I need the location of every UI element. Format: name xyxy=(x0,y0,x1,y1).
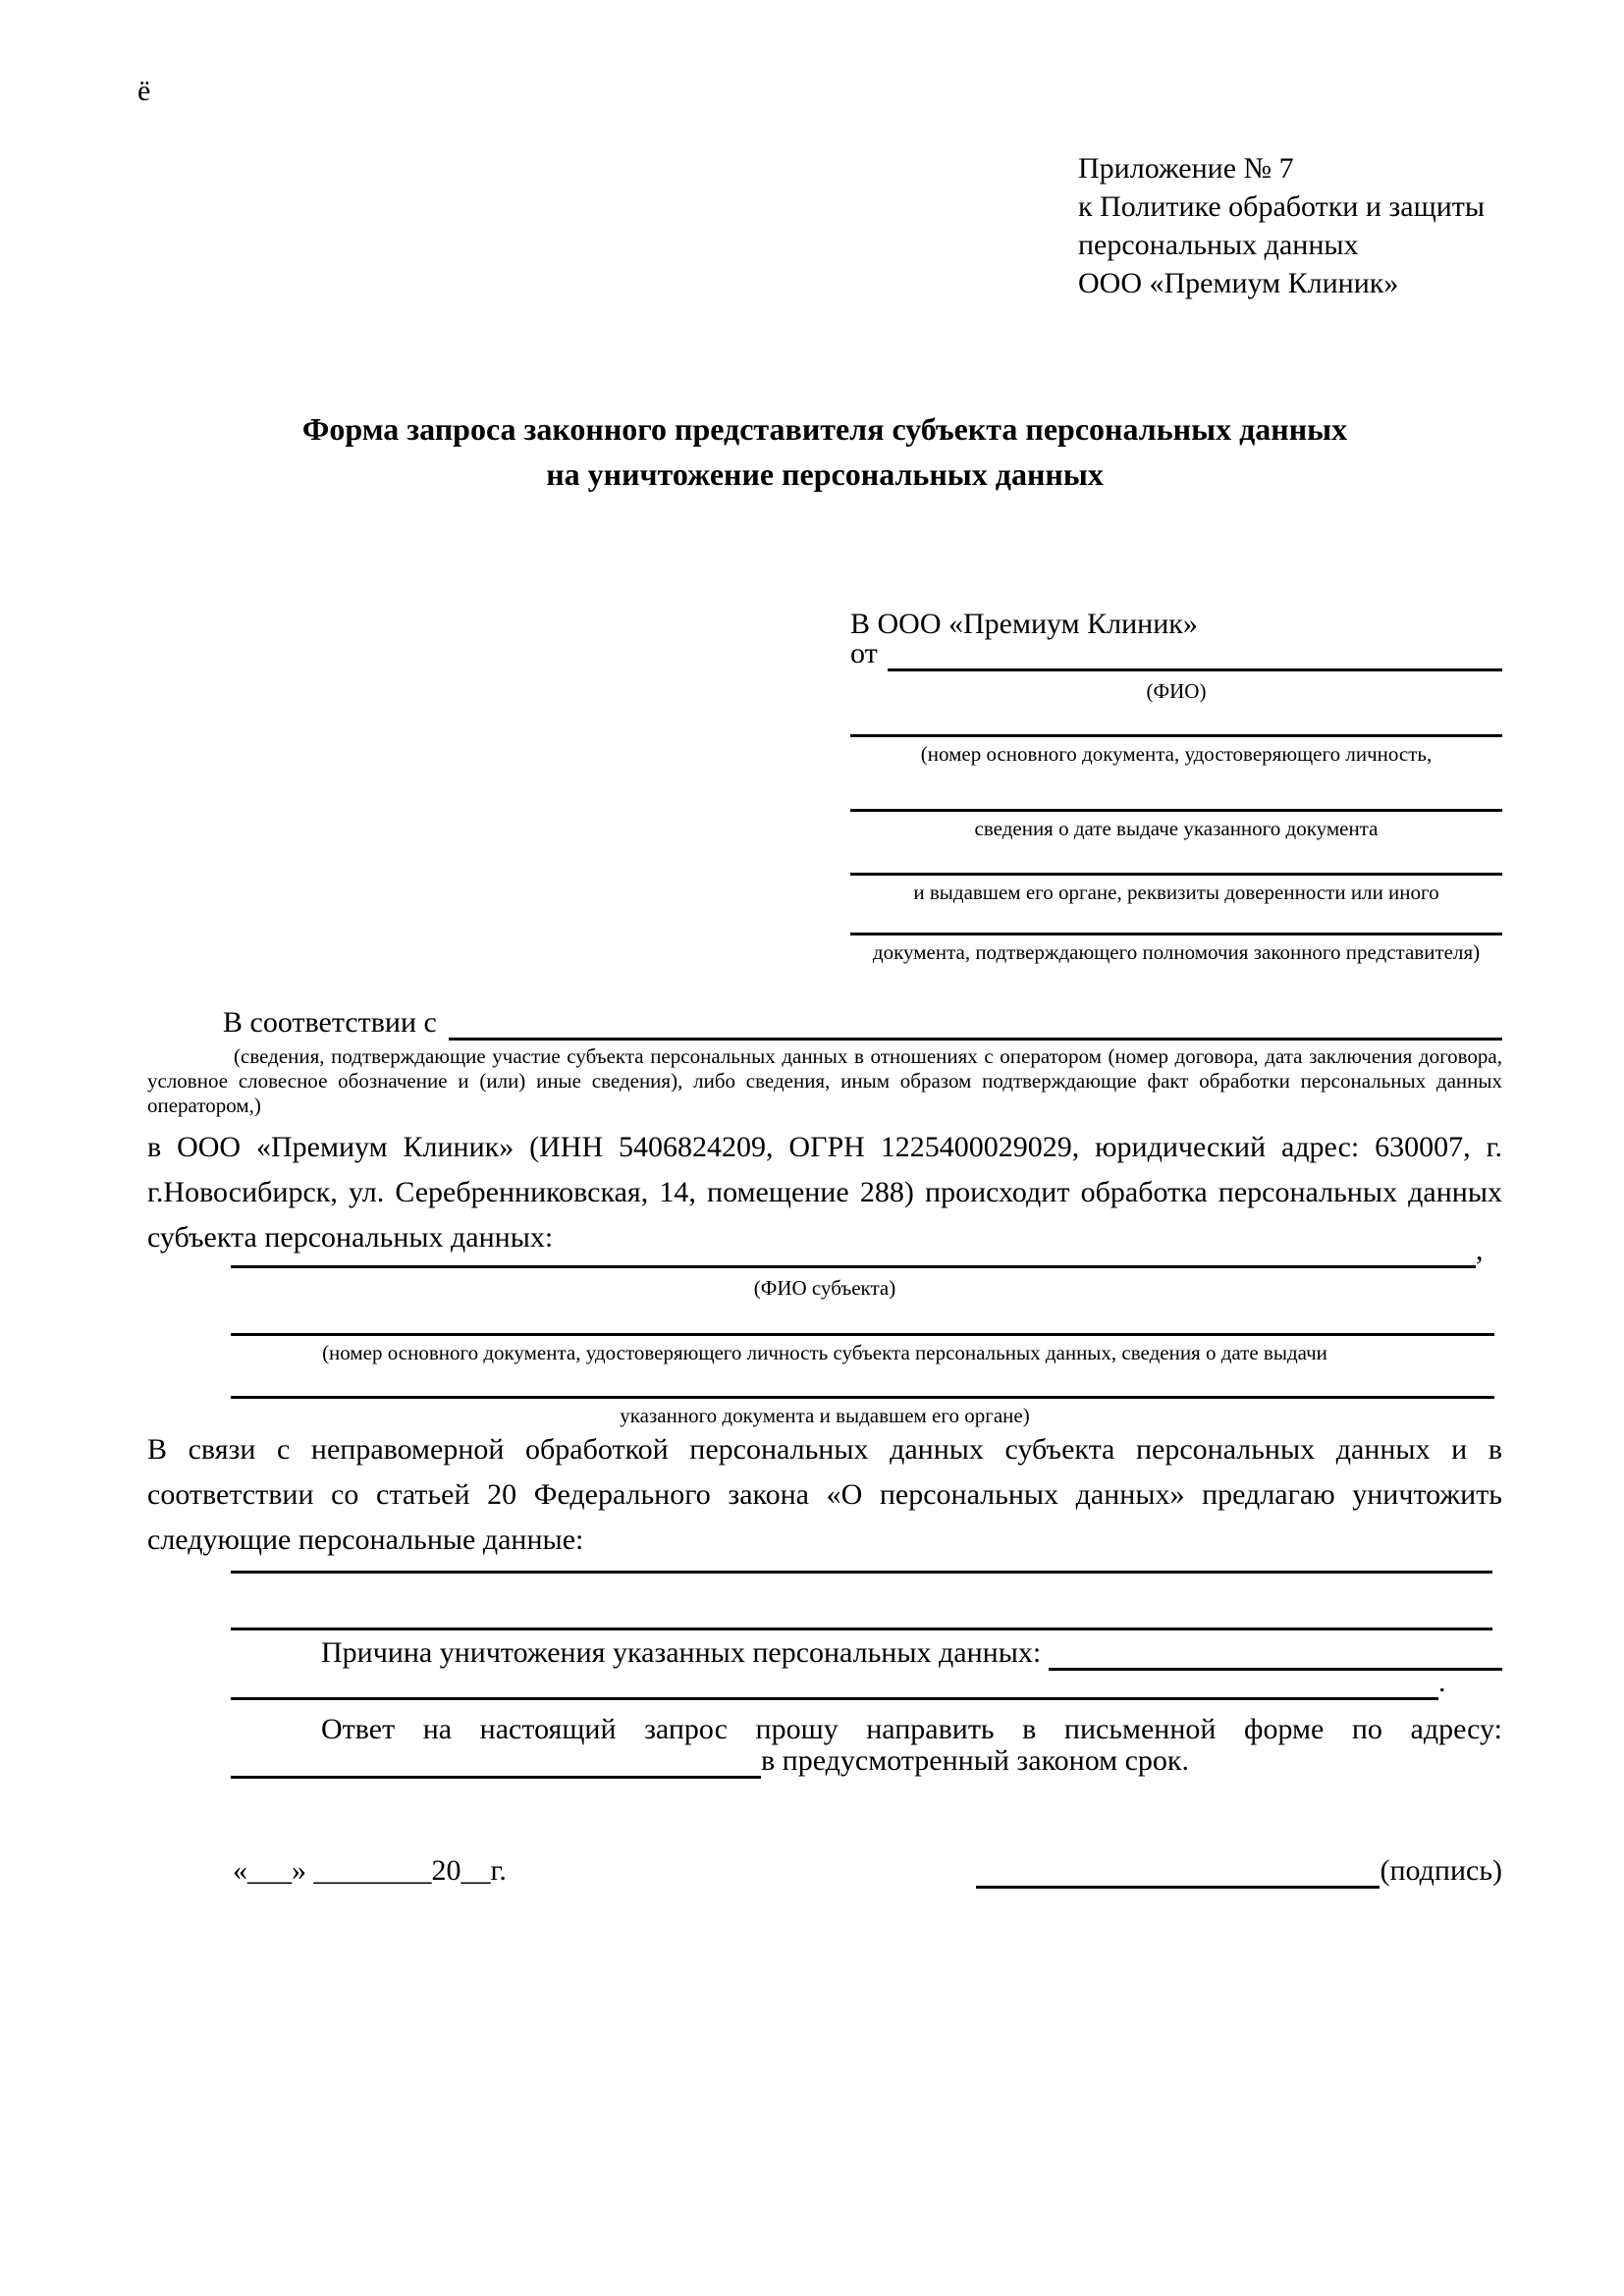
reason-continuation-row xyxy=(231,1666,1502,1700)
trailing-period: . xyxy=(1438,1666,1446,1698)
operator-paragraph: в ООО «Премиум Клиник» (ИНН 5406824209, ОГРН 1225400029029, юридический адрес: 630007, г. г.Новосибирск, ул. Серебренниковская, 14, помещение 288) происходит обработка персональных данных субъекта персональных данных: xyxy=(147,1131,1502,1254)
representative-doc-blank-field xyxy=(850,840,1502,876)
appendix-header xyxy=(1078,149,1510,302)
subject-doc-caption: указанного документа и выдавшем его органе) xyxy=(620,1404,1030,1427)
data-to-destroy-blank-field xyxy=(231,1596,1492,1630)
field-caption: и выдавшем его органе, реквизиты доверенности или иного xyxy=(913,881,1439,904)
accordance-blank-field xyxy=(449,1038,1502,1041)
subject-fio-blank-field xyxy=(231,1234,1476,1268)
appendix-line: Приложение № 7 xyxy=(1078,152,1294,185)
addressee-from-row xyxy=(850,636,1502,671)
subject-doc-blank-field xyxy=(231,1364,1494,1399)
representative-doc-blank-field xyxy=(850,900,1502,935)
response-address-row xyxy=(231,1745,1502,1779)
subject-fio-caption: (ФИО субъекта) xyxy=(753,1276,896,1300)
reason-label: Причина уничтожения указанных персональных данных: xyxy=(321,1636,1042,1669)
field-caption: сведения о дате выдаче указанного документа xyxy=(974,817,1379,840)
appendix-line: персональных данных xyxy=(1078,229,1359,261)
from-label: от xyxy=(850,637,878,669)
response-tail: в предусмотренный законом срок. xyxy=(761,1744,1189,1777)
accordance-lead: В соответствии с xyxy=(223,1006,437,1039)
accordance-row xyxy=(147,1007,1502,1041)
appendix-line: к Политике обработки и защиты xyxy=(1078,190,1486,223)
from-name-blank-field xyxy=(888,668,1502,671)
trailing-comma: , xyxy=(1476,1234,1484,1266)
signature-row xyxy=(233,1855,1502,1889)
data-to-destroy-blank-field xyxy=(231,1539,1492,1574)
subject-doc-caption: (номер основного документа, удостоверяющего личность субъекта персональных данных, сведения о дате выдачи xyxy=(322,1341,1327,1364)
representative-doc-blank-field xyxy=(850,775,1502,812)
accordance-note: (сведения, подтверждающие участие субъекта персональных данных в отношениях с оператором (номер договора, дата заключения договора, условное словесное обозначение и (или) иные сведения), либо сведения, иным образом подтверждающие факт обработки персональных данных оператором,) xyxy=(147,1044,1502,1117)
response-paragraph: Ответ на настоящий запрос прошу направить в письменной форме по адресу: xyxy=(321,1713,1502,1745)
addressee-to: В ООО «Премиум Клиник» xyxy=(850,608,1198,640)
subject-fio-row xyxy=(231,1234,1502,1268)
stray-character: ё xyxy=(137,75,151,107)
reason-blank-field xyxy=(231,1666,1438,1700)
document-title-line2: на уничтожение персональных данных xyxy=(546,456,1104,492)
signature-blank-field xyxy=(976,1852,1380,1889)
unlawful-paragraph: В связи с неправомерной обработкой персональных данных субъекта персональных данных и в соответствии со статьей 20 Федерального закона «О персональных данных» предлагаю уничтожить следующие персональные данные: xyxy=(147,1433,1502,1556)
document-title-line1: Форма запроса законного представителя субъекта персональных данных xyxy=(301,411,1348,447)
signature-caption: (подпись) xyxy=(1380,1854,1502,1887)
subject-doc-blank-field xyxy=(231,1302,1494,1336)
representative-doc-blank-field xyxy=(850,701,1502,737)
appendix-line: ООО «Премиум Клиник» xyxy=(1078,267,1399,299)
document-title xyxy=(147,406,1502,497)
field-caption: документа, подтверждающего полномочия законного представителя) xyxy=(872,940,1481,964)
response-address-blank-field xyxy=(231,1742,761,1779)
field-caption: (номер основного документа, удостоверяющего личность, xyxy=(920,742,1433,766)
fio-caption: (ФИО) xyxy=(1146,679,1207,703)
date-blank: «___» ________20__г. xyxy=(233,1854,507,1887)
